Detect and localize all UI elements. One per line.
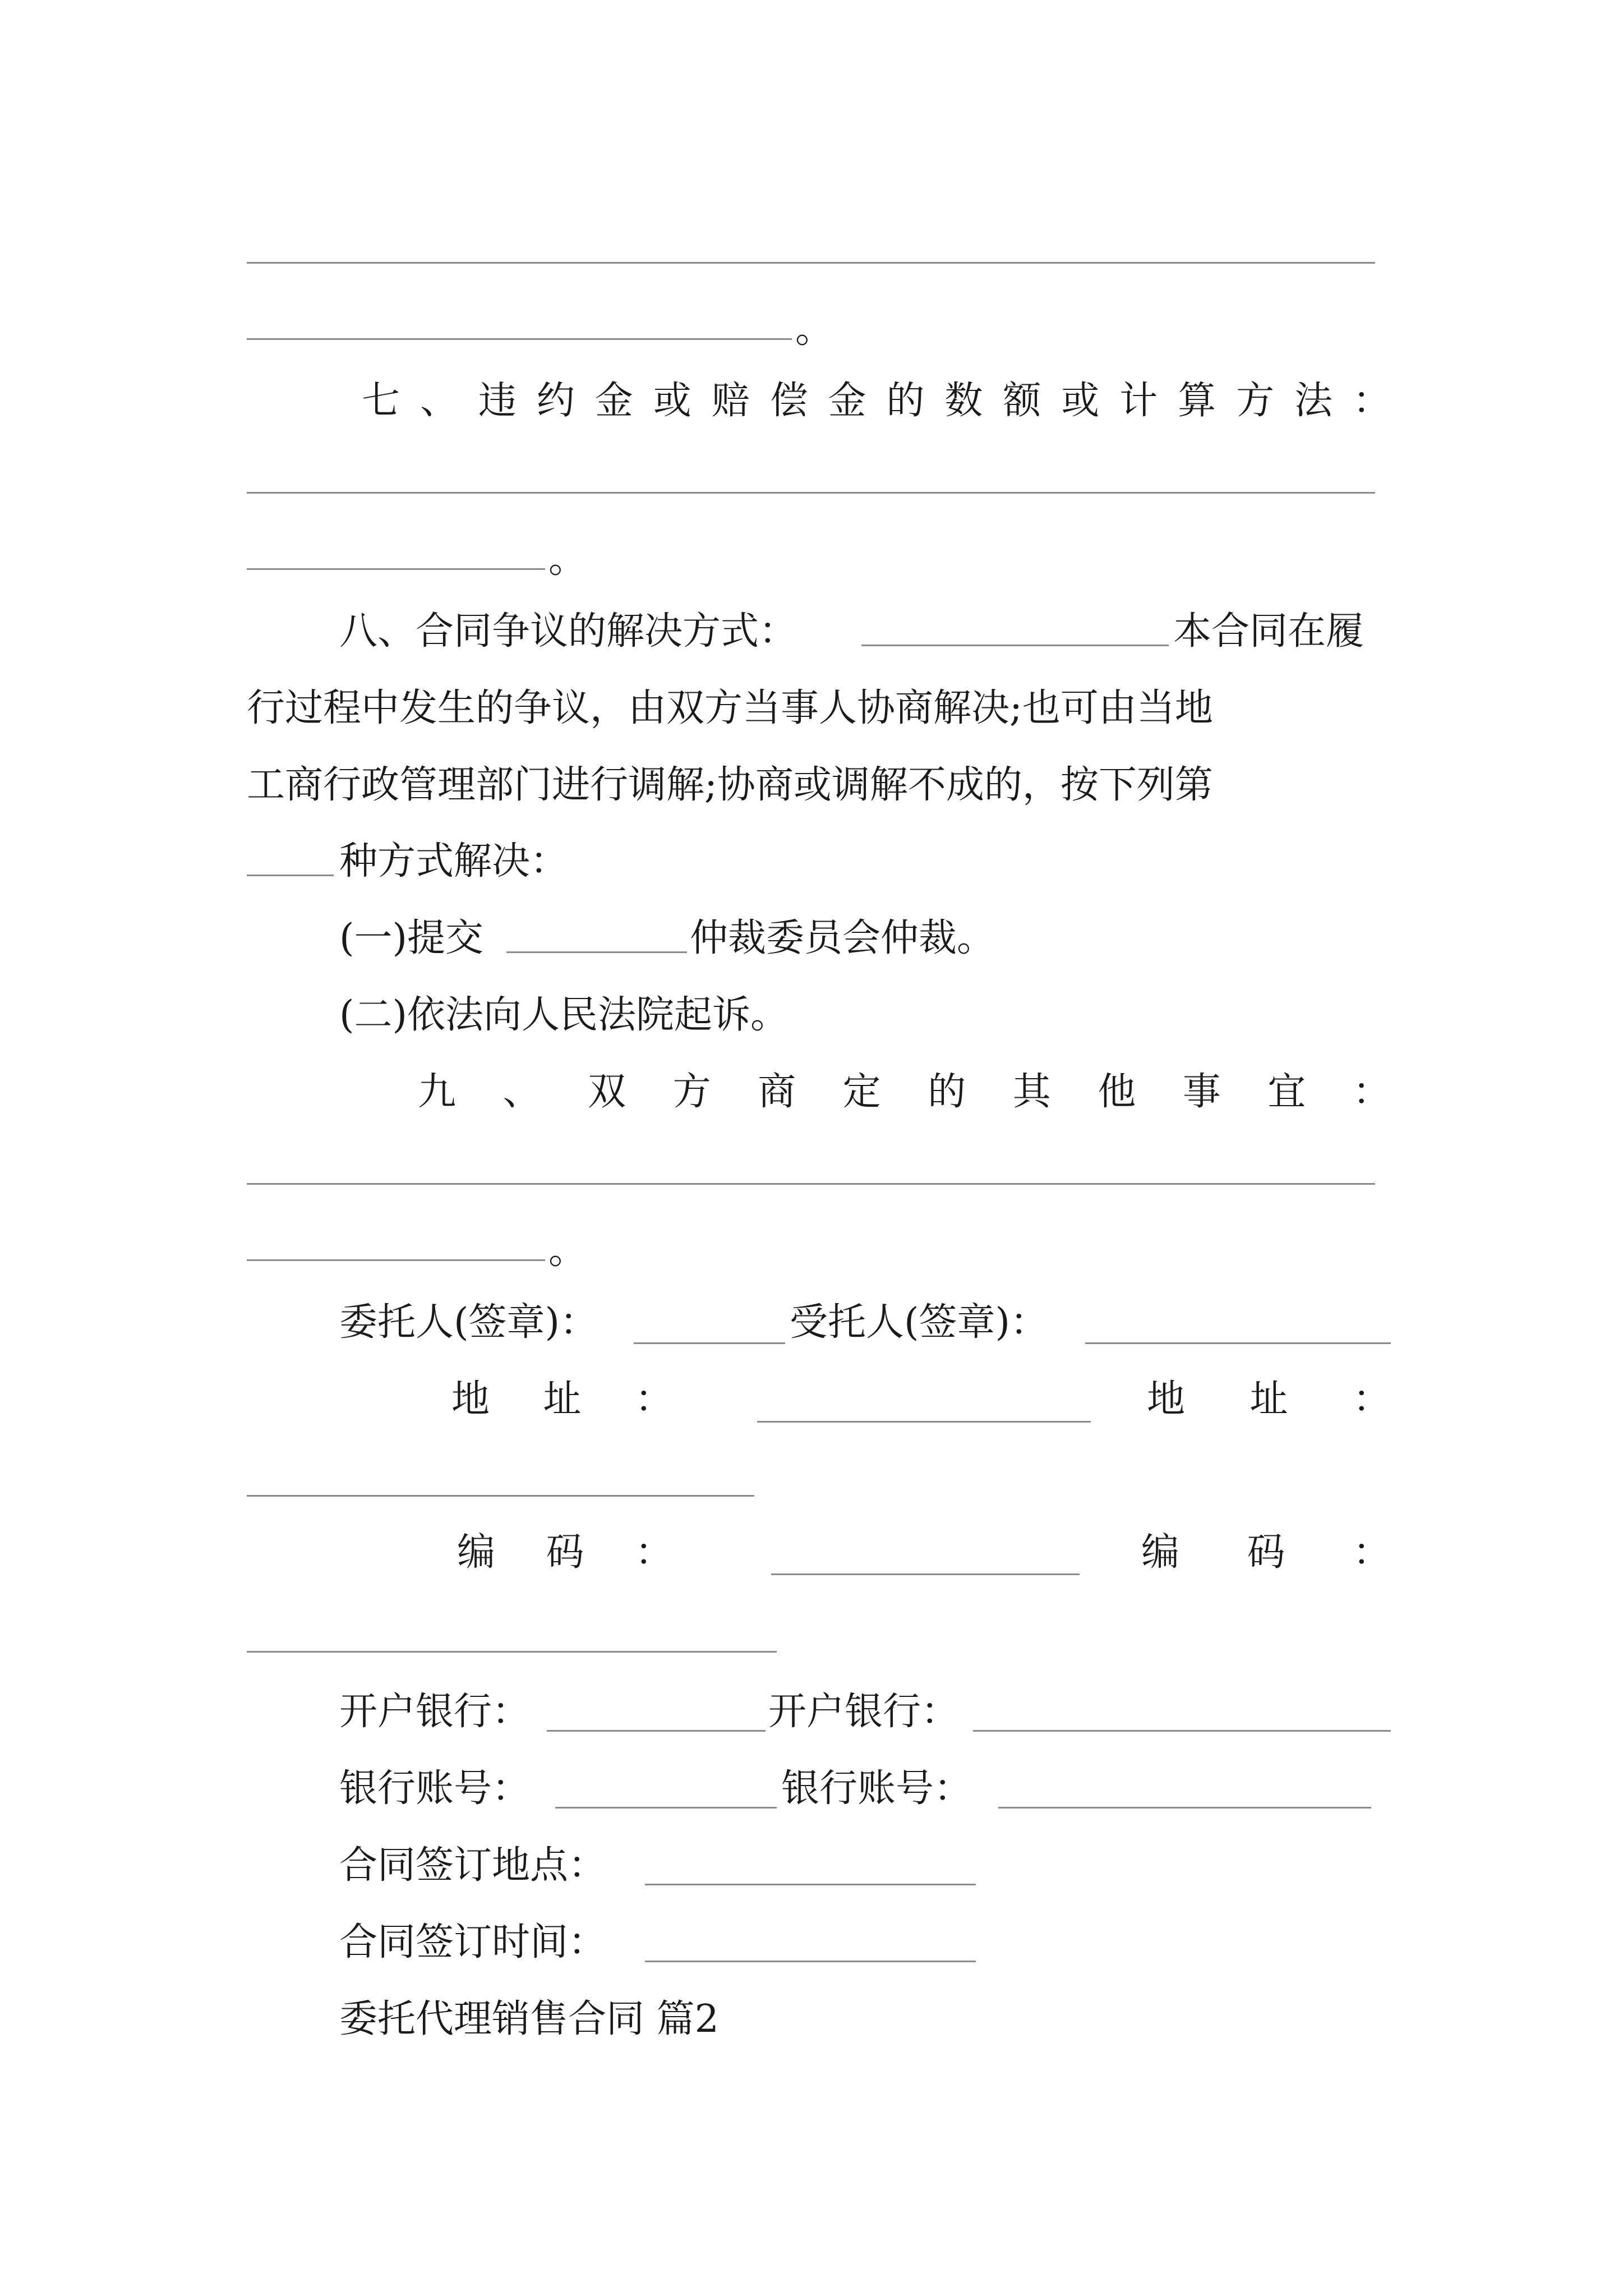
heading-char: 商 bbox=[758, 1070, 796, 1114]
heading-char: 地 bbox=[1147, 1377, 1186, 1421]
agent-signature-field[interactable] bbox=[1085, 1342, 1391, 1344]
blank-line[interactable] bbox=[247, 492, 1375, 494]
agent-address-field[interactable] bbox=[247, 1495, 754, 1497]
section-8-text: 本合同在履 bbox=[1173, 609, 1364, 654]
section-8-text: 种方式解决： bbox=[339, 839, 569, 884]
blank-line[interactable] bbox=[247, 1183, 1375, 1185]
heading-char: 事 bbox=[1182, 1070, 1221, 1114]
section-9-heading bbox=[418, 1070, 1391, 1114]
agent-address-label bbox=[1147, 1377, 1391, 1421]
agent-account-field[interactable] bbox=[998, 1807, 1371, 1809]
heading-char: 、 bbox=[419, 379, 458, 423]
blank-line[interactable] bbox=[247, 262, 1375, 264]
heading-char: 算 bbox=[1178, 379, 1216, 423]
heading-char: ： bbox=[634, 1377, 673, 1421]
blank-line[interactable] bbox=[247, 568, 545, 570]
heading-char: 双 bbox=[588, 1070, 626, 1114]
agent-postcode-field[interactable] bbox=[247, 1651, 777, 1653]
client-address-field[interactable] bbox=[757, 1421, 1091, 1423]
heading-char: 违 bbox=[478, 379, 517, 423]
heading-char: ： bbox=[1352, 1070, 1391, 1114]
option-1-text: (一)提交 bbox=[339, 916, 484, 960]
heading-char: ： bbox=[1352, 1377, 1391, 1421]
client-signature-label: 委托人(签章)： bbox=[339, 1300, 598, 1345]
heading-char: 赔 bbox=[711, 379, 750, 423]
client-postcode-label bbox=[457, 1530, 673, 1575]
heading-char: 编 bbox=[1141, 1530, 1180, 1575]
heading-char: 法 bbox=[1294, 379, 1333, 423]
section-8-text: 工商行政管理部门进行调解;协商或调解不成的，按下列第 bbox=[247, 763, 1213, 807]
period: 。 bbox=[548, 1228, 587, 1273]
heading-char: 计 bbox=[1119, 379, 1158, 423]
heading-char: 码 bbox=[546, 1530, 584, 1575]
client-account-field[interactable] bbox=[555, 1807, 777, 1809]
signing-place-label: 合同签订地点： bbox=[339, 1843, 607, 1888]
option-1-text: 仲裁委员会仲裁。 bbox=[690, 916, 995, 960]
next-contract-title: 委托代理销售合同 篇2 bbox=[339, 1997, 719, 2041]
client-bank-field[interactable] bbox=[547, 1730, 766, 1732]
heading-char: ： bbox=[634, 1530, 673, 1575]
heading-char: 数 bbox=[944, 379, 983, 423]
dispute-method-field[interactable] bbox=[861, 645, 1169, 646]
heading-char: ： bbox=[1352, 1530, 1391, 1575]
arbitration-commission-field[interactable] bbox=[506, 951, 687, 953]
section-8-text: 行过程中发生的争议，由双方当事人协商解决;也可由当地 bbox=[247, 686, 1213, 730]
agent-account-label: 银行账号： bbox=[781, 1766, 972, 1811]
client-bank-label: 开户银行： bbox=[339, 1690, 531, 1734]
heading-char: 地 bbox=[451, 1377, 490, 1421]
heading-char: 金 bbox=[594, 379, 633, 423]
agent-bank-label: 开户银行： bbox=[768, 1690, 960, 1734]
heading-char: 码 bbox=[1247, 1530, 1285, 1575]
heading-char: 金 bbox=[828, 379, 866, 423]
option-2-text: (二)依法向人民法院起诉。 bbox=[339, 993, 789, 1037]
heading-char: 约 bbox=[536, 379, 575, 423]
period: 。 bbox=[548, 537, 587, 582]
heading-char: 的 bbox=[886, 379, 925, 423]
heading-char: 九 bbox=[418, 1070, 457, 1114]
signing-time-label: 合同签订时间： bbox=[339, 1920, 607, 1964]
section-7-heading bbox=[362, 379, 1391, 423]
period: 。 bbox=[795, 307, 834, 352]
heading-char: 定 bbox=[842, 1070, 881, 1114]
heading-char: 址 bbox=[1249, 1377, 1288, 1421]
blank-line[interactable] bbox=[247, 338, 792, 340]
heading-char: 编 bbox=[457, 1530, 496, 1575]
heading-char: 方 bbox=[672, 1070, 711, 1114]
client-signature-field[interactable] bbox=[634, 1342, 785, 1344]
heading-char: 七 bbox=[362, 379, 400, 423]
section-8-label: 八、合同争议的解决方式： bbox=[339, 609, 797, 654]
heading-char: 方 bbox=[1236, 379, 1275, 423]
heading-char: 偿 bbox=[769, 379, 808, 423]
heading-char: 他 bbox=[1098, 1070, 1136, 1114]
method-number-field[interactable] bbox=[247, 875, 334, 876]
client-postcode-field[interactable] bbox=[771, 1573, 1080, 1575]
signing-place-field[interactable] bbox=[645, 1884, 976, 1885]
heading-char: ： bbox=[1352, 379, 1391, 423]
agent-bank-field[interactable] bbox=[973, 1730, 1391, 1732]
client-account-label: 银行账号： bbox=[339, 1766, 531, 1811]
heading-char: 其 bbox=[1012, 1070, 1051, 1114]
agent-signature-label: 受托人(签章)： bbox=[790, 1300, 1049, 1345]
heading-char: 、 bbox=[502, 1070, 541, 1114]
heading-char: 或 bbox=[1061, 379, 1100, 423]
agent-postcode-label bbox=[1141, 1530, 1391, 1575]
heading-char: 宜 bbox=[1267, 1070, 1306, 1114]
client-address-label bbox=[451, 1377, 673, 1421]
blank-line[interactable] bbox=[247, 1259, 545, 1261]
heading-char: 址 bbox=[543, 1377, 582, 1421]
heading-char: 额 bbox=[1003, 379, 1041, 423]
signing-time-field[interactable] bbox=[645, 1961, 976, 1962]
heading-char: 或 bbox=[653, 379, 691, 423]
heading-char: 的 bbox=[928, 1070, 966, 1114]
